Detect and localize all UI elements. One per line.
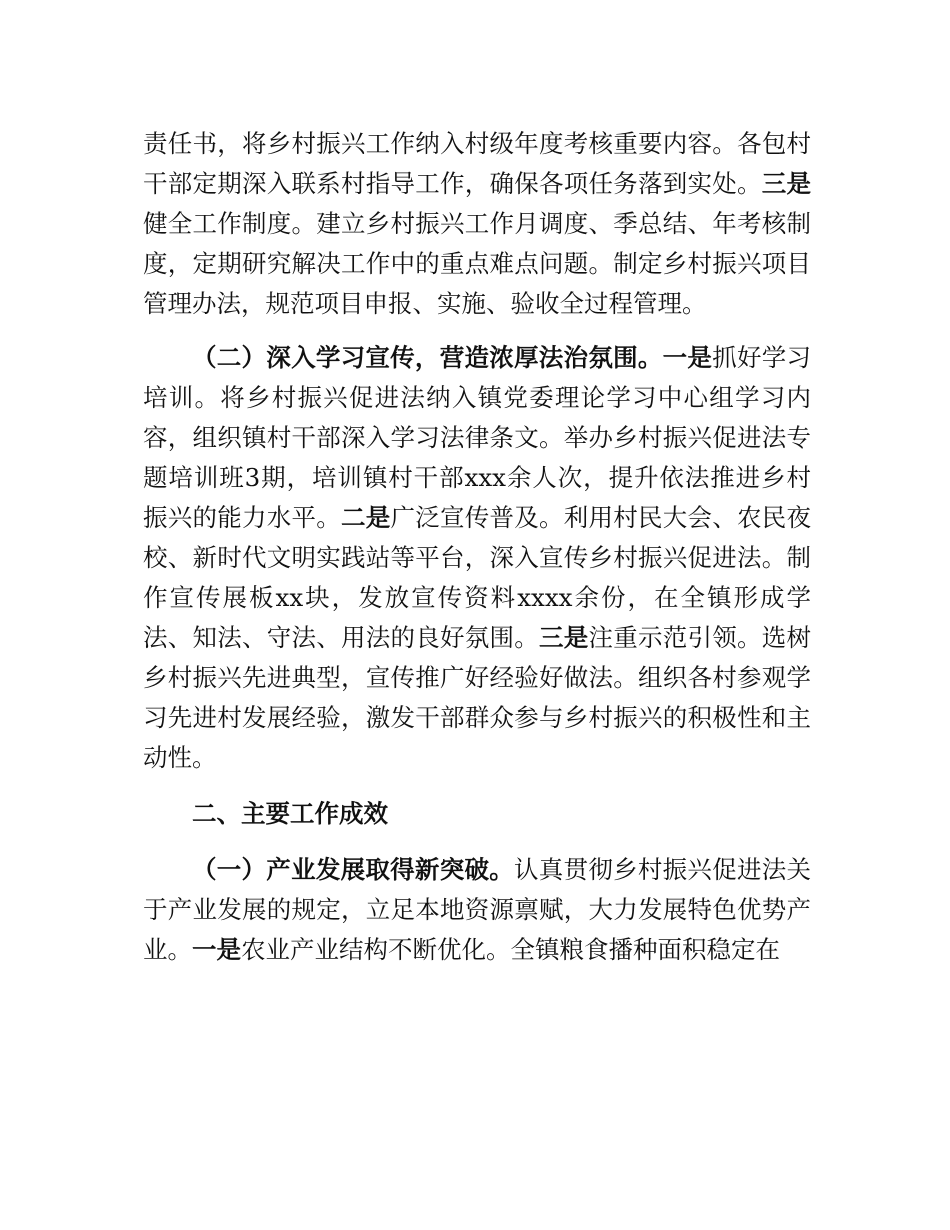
paragraph-spacer (143, 834, 811, 850)
paragraph-text: 注重示范引领。选树乡村振兴先进典型，宣传推广好经验好做法。组织各村参观学习先进村发展经验，激发干部群众参与乡村振兴的积极性和主动性。 (143, 623, 811, 772)
bold-marker: 三是 (539, 623, 589, 652)
bold-marker: 二是 (341, 503, 391, 532)
paragraph-industry-development (143, 850, 811, 970)
paragraph-study-publicity (143, 338, 811, 778)
bold-marker: 三是 (761, 169, 811, 198)
section-subheading: （二）深入学习宣传，营造浓厚法治氛围。一是 (192, 343, 713, 372)
paragraph-text: 抓好学习培训。将乡村振兴促进法纳入镇党委理论学习中心组学习内容，组织镇村干部深入学习法律条文。举办乡村振兴促进法专题培训班3期，培训镇村干部xxx余人次，提升依法推进乡村振兴的能力水平。 (143, 343, 811, 532)
section-subheading: （一）产业发展取得新突破。 (192, 855, 515, 884)
section-heading: 二、主要工作成效 (192, 799, 388, 828)
paragraph-spacer (143, 778, 811, 794)
bold-marker: 一是 (192, 935, 241, 964)
paragraph-text: 责任书，将乡村振兴工作纳入村级年度考核重要内容。各包村干部定期深入联系村指导工作，确保各项任务落到实处。 (143, 129, 811, 198)
paragraph-text: 农业产业结构不断优化。全镇粮食播种面积稳定在 (241, 935, 780, 964)
paragraph-responsibility (143, 124, 811, 324)
paragraph-text: 广泛宣传普及。利用村民大会、农民夜校、新时代文明实践站等平台，深入宣传乡村振兴促进法。制作宣传展板xx块，发放宣传资料xxxx余份，在全镇形成学法、知法、守法、用法的良好氛围。 (143, 503, 811, 652)
paragraph-text: 健全工作制度。建立乡村振兴工作月调度、季总结、年考核制度，定期研究解决工作中的重点难点问题。制定乡村振兴项目管理办法，规范项目申报、实施、验收全过程管理。 (143, 209, 811, 318)
paragraph-spacer (143, 324, 811, 338)
paragraph-text: 认真贯彻乡村振兴促进法关于产业发展的规定，立足本地资源禀赋，大力发展特色优势产业。 (143, 855, 812, 964)
document-body (143, 124, 811, 970)
